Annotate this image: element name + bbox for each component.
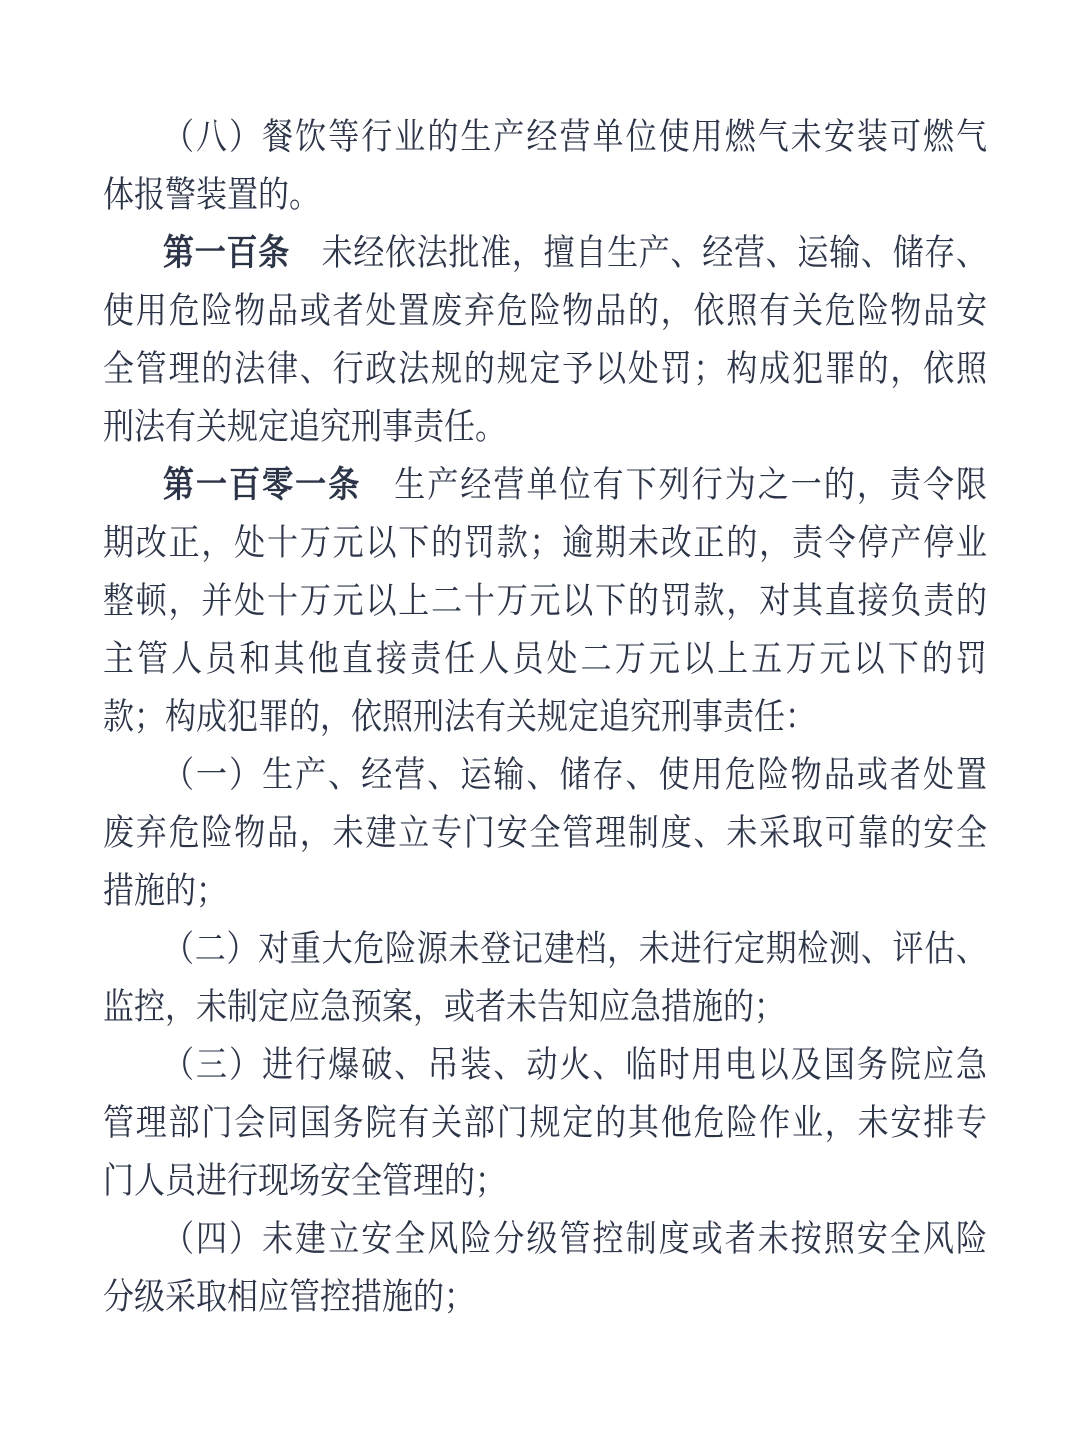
- line-text: 款；构成犯罪的，依照刑法有关规定追究刑事责任：: [103, 696, 816, 737]
- line-text: 主管人员和其他直接责任人员处二万元以上五万元以下的罚: [103, 638, 987, 679]
- line-text: （三）进行爆破、吊装、动火、临时用电以及国务院应急: [163, 1044, 987, 1085]
- line-text: 门人员进行现场安全管理的；: [103, 1160, 506, 1201]
- line-text: 未经依法批准，擅自生产、经营、运输、储存、: [289, 232, 988, 273]
- line-text: 生产经营单位有下列行为之一的，责令限: [361, 464, 987, 505]
- line-text: 废弃危险物品，未建立专门安全管理制度、未采取可靠的安全: [103, 812, 987, 853]
- article-number: 第一百条: [163, 232, 290, 274]
- line-text: 全管理的法律、行政法规的规定予以处罚；构成犯罪的，依照: [103, 348, 987, 389]
- line-text: （二）对重大危险源未登记建档，未进行定期检测、评估、: [163, 928, 987, 969]
- line-text: 刑法有关规定追究刑事责任。: [103, 406, 506, 447]
- line-text: 整顿，并处十万元以上二十万元以下的罚款，对其直接负责的: [103, 580, 987, 621]
- line-text: 措施的；: [103, 870, 227, 911]
- line-text: 使用危险物品或者处置废弃危险物品的，依照有关危险物品安: [103, 290, 987, 331]
- line-text: （八）餐饮等行业的生产经营单位使用燃气未安装可燃气: [163, 116, 987, 157]
- line-text: 分级采取相应管控措施的；: [103, 1276, 475, 1317]
- article-number: 第一百零一条: [163, 464, 362, 506]
- line-text: 管理部门会同国务院有关部门规定的其他危险作业，未安排专: [103, 1102, 987, 1143]
- text-line: [103, 1263, 987, 1330]
- line-text: 监控，未制定应急预案，或者未告知应急措施的；: [103, 986, 785, 1027]
- line-text: （四）未建立安全风险分级管控制度或者未按照安全风险: [163, 1218, 987, 1259]
- line-text: （一）生产、经营、运输、储存、使用危险物品或者处置: [163, 754, 987, 795]
- line-text: 期改正，处十万元以下的罚款；逾期未改正的，责令停产停业: [103, 522, 987, 563]
- document-body: [103, 108, 987, 1326]
- line-text: 体报警装置的。: [103, 174, 320, 215]
